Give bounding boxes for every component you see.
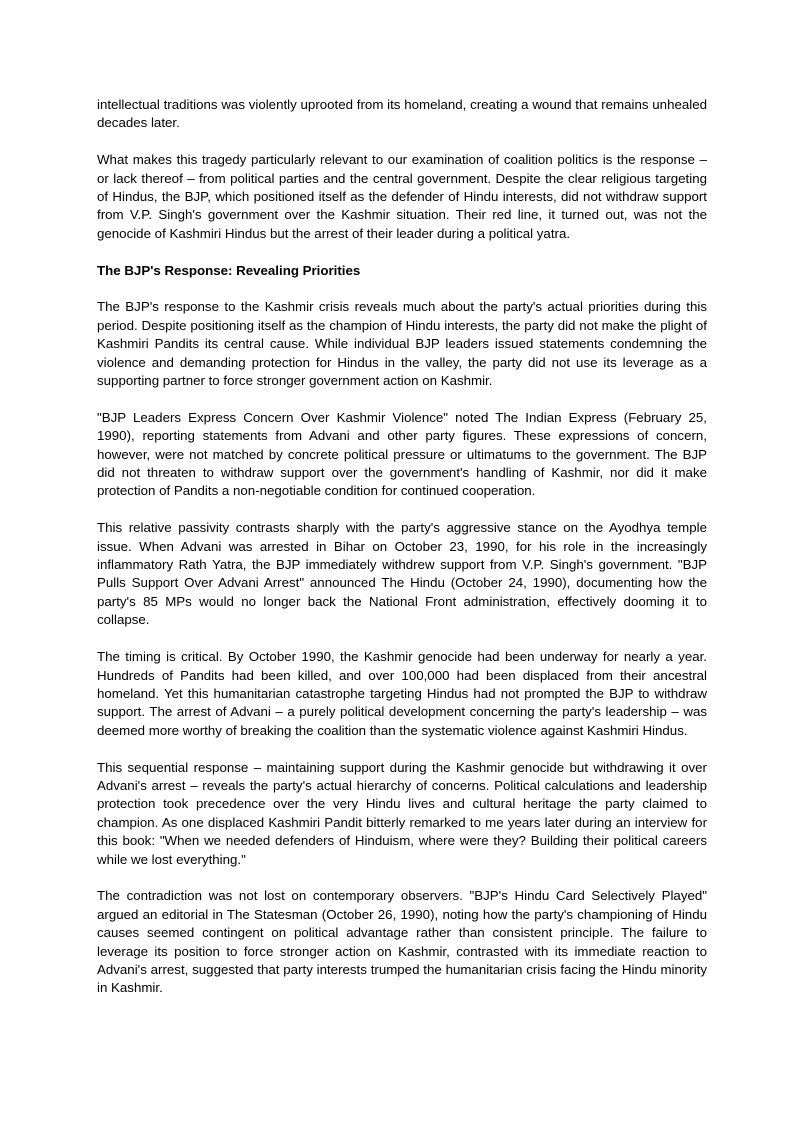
- document-page: [97, 96, 707, 1016]
- section-heading: The BJP's Response: Revealing Priorities: [97, 262, 361, 278]
- paragraph: intellectual traditions was violently uprooted from its homeland, creating a wound that remains unhealed decades later.: [97, 97, 707, 131]
- paragraph: What makes this tragedy particularly relevant to our examination of coalition politics is the response – or lack thereof – from political parties and the central government. Despite the clear religious targeting of Hindus, the BJP, which positioned itself as the defender of Hindu interests, did not withdraw support from V.P. Singh's government over the Kashmir situation. Their red line, it turned out, was not the genocide of Kashmiri Hindus but the arrest of their leader during a political yatra.: [97, 152, 707, 241]
- paragraph: This relative passivity contrasts sharply with the party's aggressive stance on the Ayodhya temple issue. When Advani was arrested in Bihar on October 23, 1990, for his role in the increasingly inflammatory Rath Yatra, the BJP immediately withdrew support from V.P. Singh's government. "BJP Pulls Support Over Advani Arrest" announced The Hindu (October 24, 1990), documenting how the party's 85 MPs would no longer back the National Front administration, effectively dooming it to collapse.: [97, 520, 707, 628]
- paragraph: The contradiction was not lost on contemporary observers. "BJP's Hindu Card Selectively Played" argued an editorial in The Statesman (October 26, 1990), noting how the party's championing of Hindu causes seemed contingent on political advantage rather than consistent principle. The failure to leverage its position to force stronger action on Kashmir, contrasted with its immediate reaction to Advani's arrest, suggested that party interests trumped the humanitarian crisis facing the Hindu minority in Kashmir.: [97, 888, 707, 996]
- paragraph: This sequential response – maintaining support during the Kashmir genocide but withdrawing it over Advani's arrest – reveals the party's actual hierarchy of concerns. Political calculations and leadership protection took precedence over the very Hindu lives and cultural heritage the party claimed to champion. As one displaced Kashmiri Pandit bitterly remarked to me years later during an interview for this book: "When we needed defenders of Hinduism, where were they? Building their political careers while we lost everything.": [97, 759, 707, 867]
- paragraph: The timing is critical. By October 1990, the Kashmir genocide had been underway for nearly a year. Hundreds of Pandits had been killed, and over 100,000 had been displaced from their ancestral homeland. Yet this humanitarian catastrophe targeting Hindus had not prompted the BJP to withdraw support. The arrest of Advani – a purely political development concerning the party's leadership – was deemed more worthy of breaking the coalition than the systematic violence against Kashmiri Hindus.: [97, 649, 707, 738]
- paragraph: "BJP Leaders Express Concern Over Kashmir Violence" noted The Indian Express (February 25, 1990), reporting statements from Advani and other party figures. These expressions of concern, however, were not matched by concrete political pressure or ultimatums to the government. The BJP did not threaten to withdraw support over the government's handling of Kashmir, nor did it make protection of Pandits a non-negotiable condition for continued cooperation.: [97, 409, 707, 499]
- paragraph: The BJP's response to the Kashmir crisis reveals much about the party's actual priorities during this period. Despite positioning itself as the champion of Hindu interests, the party did not make the plight of Kashmiri Pandits its central cause. While individual BJP leaders issued statements condemning the violence and demanding protection for Hindus in the valley, the party did not use its leverage as a supporting partner to force stronger government action on Kashmir.: [97, 299, 707, 389]
